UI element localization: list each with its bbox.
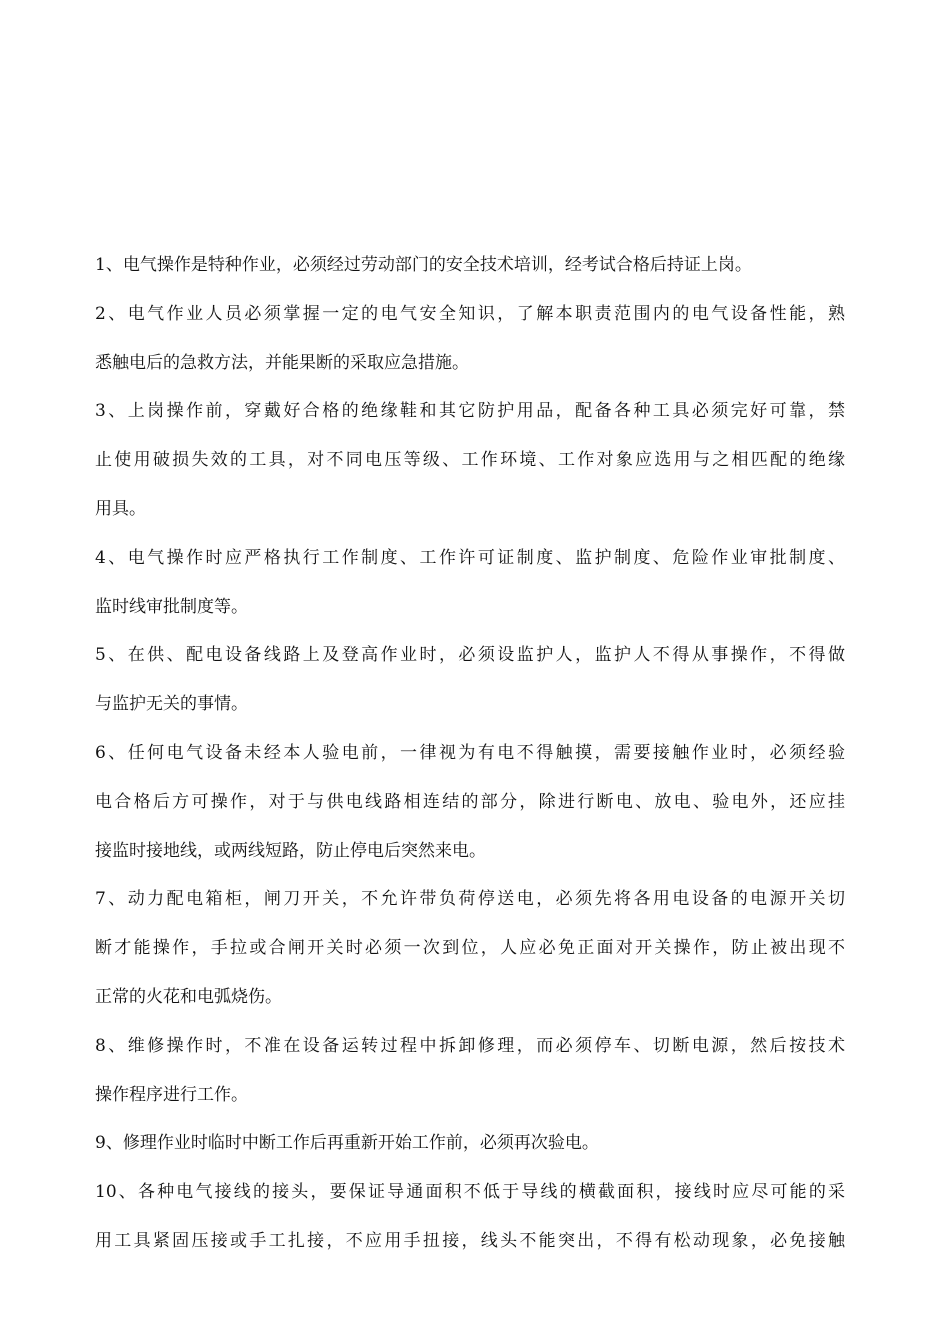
paragraph-4 bbox=[95, 534, 845, 632]
text-line: 8、维修操作时，不准在设备运转过程中拆卸修理，而必须停车、切断电源，然后按技术 bbox=[95, 1035, 845, 1056]
text-line: 10、各种电气接线的接头，要保证导通面积不低于导线的横截面积，接线时应尽可能的采 bbox=[95, 1182, 845, 1203]
text-line: 止使用破损失效的工具，对不同电压等级、工作环境、工作对象应选用与之相匹配的绝缘 bbox=[95, 450, 845, 471]
paragraph-6 bbox=[95, 729, 845, 875]
paragraph-8 bbox=[95, 1022, 845, 1120]
document-body bbox=[95, 241, 845, 1266]
paragraph-7 bbox=[95, 875, 845, 1021]
paragraph-9 bbox=[95, 1119, 845, 1168]
paragraph-2 bbox=[95, 290, 845, 388]
paragraph-3 bbox=[95, 387, 845, 533]
text-line: 3、上岗操作前，穿戴好合格的绝缘鞋和其它防护用品，配备各种工具必须完好可靠，禁 bbox=[95, 401, 845, 422]
text-line: 用具。 bbox=[95, 498, 146, 519]
paragraph-5 bbox=[95, 631, 845, 729]
text-line: 电合格后方可操作，对于与供电线路相连结的部分，除进行断电、放电、验电外，还应挂 bbox=[95, 791, 845, 812]
text-line: 7、动力配电箱柜，闸刀开关，不允许带负荷停送电，必须先将各用电设备的电源开关切 bbox=[95, 889, 845, 910]
text-line: 5、在供、配电设备线路上及登高作业时，必须设监护人，监护人不得从事操作，不得做 bbox=[95, 645, 845, 666]
text-line: 6、任何电气设备未经本人验电前，一律视为有电不得触摸，需要接触作业时，必须经验 bbox=[95, 742, 845, 763]
text-line: 监时线审批制度等。 bbox=[95, 596, 248, 617]
text-line: 断才能操作，手拉或合闸开关时必须一次到位，人应必免正面对开关操作，防止被出现不 bbox=[95, 938, 845, 959]
text-line: 与监护无关的事情。 bbox=[95, 694, 248, 715]
paragraph-1 bbox=[95, 241, 845, 290]
paragraph-10 bbox=[95, 1168, 845, 1266]
text-line: 悉触电后的急救方法，并能果断的采取应急措施。 bbox=[95, 352, 469, 373]
text-line: 操作程序进行工作。 bbox=[95, 1084, 248, 1105]
text-line: 正常的火花和电弧烧伤。 bbox=[95, 986, 282, 1007]
text-line: 4、电气操作时应严格执行工作制度、工作许可证制度、监护制度、危险作业审批制度、 bbox=[95, 547, 845, 568]
text-line: 9、修理作业时临时中断工作后再重新开始工作前，必须再次验电。 bbox=[95, 1133, 599, 1154]
text-line: 1、电气操作是特种作业，必须经过劳动部门的安全技术培训，经考试合格后持证上岗。 bbox=[95, 255, 752, 275]
text-line: 用工具紧固压接或手工扎接，不应用手扭接，线头不能突出，不得有松动现象，必免接触 bbox=[95, 1230, 845, 1251]
text-line: 2、电气作业人员必须掌握一定的电气安全知识，了解本职责范围内的电气设备性能，熟 bbox=[95, 303, 845, 324]
text-line: 接监时接地线，或两线短路，防止停电后突然来电。 bbox=[95, 840, 486, 861]
